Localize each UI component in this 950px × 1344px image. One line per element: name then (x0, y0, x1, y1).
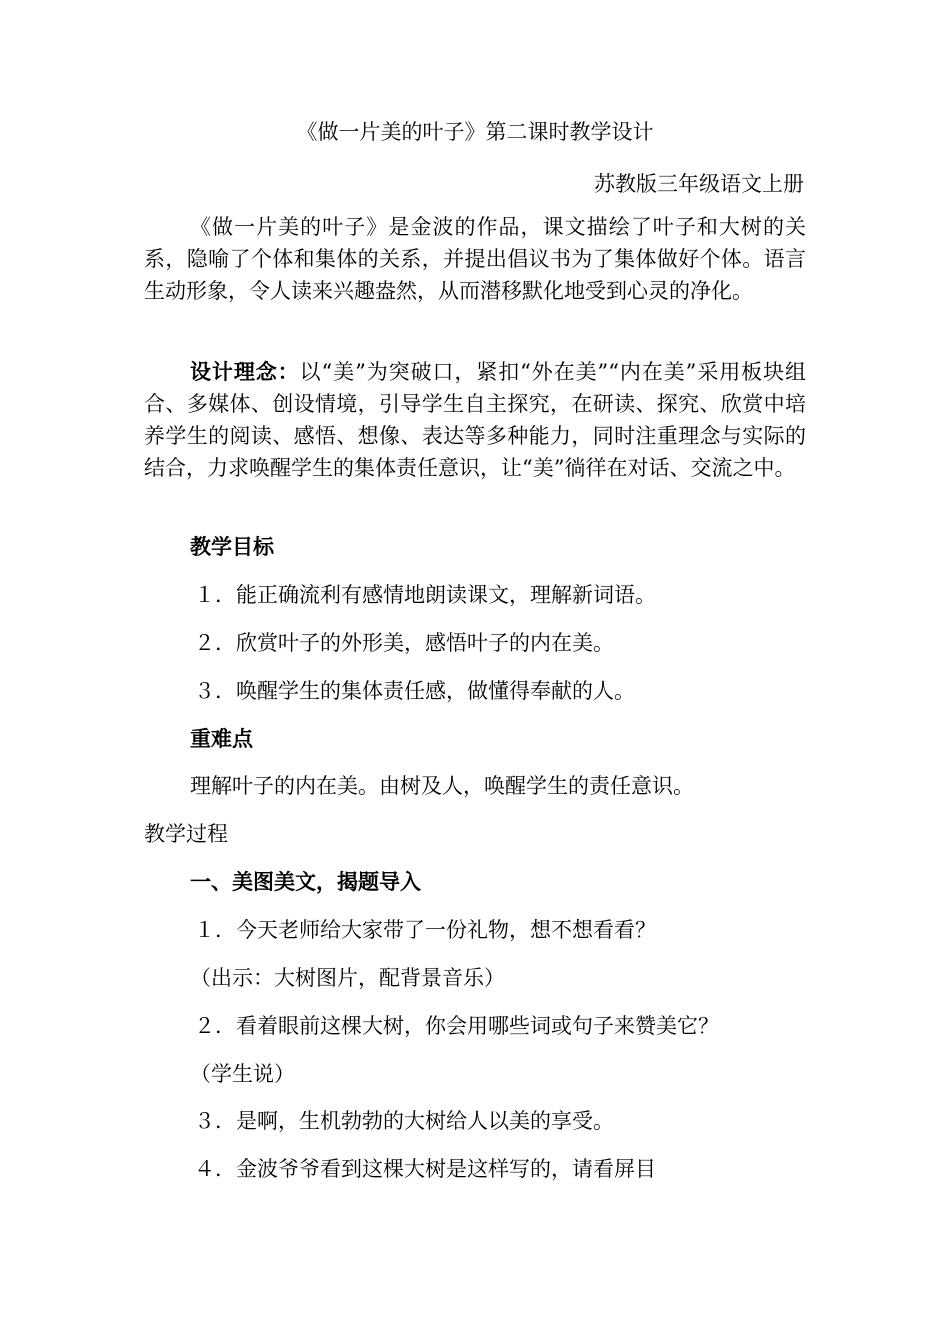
step-item-2: ２．看着眼前这棵大树，你会用哪些词或句子来赞美它？ (194, 1014, 719, 1038)
goal-item-1: １．能正确流利有感情地朗读课文，理解新词语。 (194, 583, 656, 607)
key-points-heading: 重难点 (190, 726, 253, 751)
section-1-heading: 一、美图美文，揭题导入 (190, 869, 421, 894)
goals-heading: 教学目标 (190, 534, 274, 559)
design-concept-text: 以“美”为突破口，紧扣“外在美”“内在美”采用板块组合、多媒体、创设情境，引导学生自主探究，在研读、探究、欣赏中培养学生的阅读、感悟、想像、表达等多种能力，同时注重理念与实际的结合，力求唤醒学生的集体责任意识，让“美”徜徉在对话、交流之中。 (144, 360, 807, 480)
key-points-text: 理解叶子的内在美。由树及人，唤醒学生的责任意识。 (190, 774, 694, 798)
intro-paragraph: 《做一片美的叶子》是金波的作品，课文描绘了叶子和大树的关系，隐喻了个体和集体的关系，并提出倡议书为了集体做好个体。语言生动形象，令人读来兴趣盎然，从而潜移默化地受到心灵的净化。 (144, 215, 806, 303)
step-item-3: ３．是啊，生机勃勃的大树给人以美的享受。 (194, 1109, 614, 1133)
design-concept-paragraph (144, 356, 806, 484)
design-concept-label: 设计理念： (190, 359, 300, 384)
step-item-4: ４．金波爷爷看到这棵大树是这样写的，请看屏目 (194, 1157, 656, 1181)
step-note-2: （学生说） (190, 1062, 295, 1086)
step-item-1: １．今天老师给大家带了一份礼物，想不想看看？ (194, 918, 656, 942)
goal-item-2: ２．欣赏叶子的外形美，感悟叶子的内在美。 (194, 631, 614, 655)
document-title: 《做一片美的叶子》第二课时教学设计 (296, 120, 654, 144)
document-subtitle: 苏教版三年级语文上册 (594, 172, 804, 196)
process-heading: 教学过程 (144, 822, 228, 846)
step-note-1: （出示：大树图片，配背景音乐） (190, 966, 505, 990)
goal-item-3: ３．唤醒学生的集体责任感，做懂得奉献的人。 (194, 679, 635, 703)
